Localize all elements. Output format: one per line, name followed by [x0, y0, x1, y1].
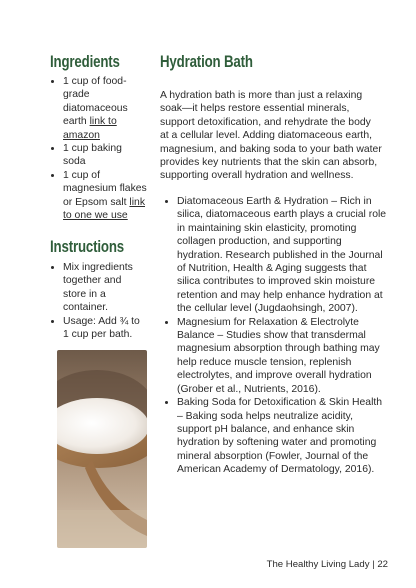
ingredient-text: 1 cup baking soda — [63, 143, 122, 168]
ingredient-text: 1 cup of magnesium flakes or Epsom salt — [63, 169, 147, 208]
hydration-intro: A hydration bath is more than just a relaxing soak—it helps restore essential minerals, support detoxification, and rehydrate the body at a cellular level. Adding diatomaceous earth, magnesium, and baking soda to your bath water provides key nutrients that the skin can absorb, supporting overall hydration and wellness. — [160, 90, 382, 182]
benefit-item: • Diatomaceous Earth & Hydration – Rich in silica, diatomaceous earth plays a crucial role in maintaining skin elasticity, promoting collagen production, and supporting hydration. Research published in the Journal of Nutrition, Health & Aging suggests that silica contributes to improved skin moisture retention and may help enhance hydration at the cellular level (Jugdaohsingh, 2007). — [177, 195, 389, 316]
ingredients-list — [50, 75, 147, 222]
benefit-item: • Baking Soda for Detoxification & Skin Health – Baking soda helps neutralize acidity, support pH balance, and enhance skin hydration by softening water and promoting mineral absorption (Fowler, Journal of the American Academy of Dermatology, 2016). — [177, 396, 389, 476]
instructions-heading: Instructions — [50, 237, 125, 256]
ingredient-item — [63, 75, 147, 142]
hydration-benefits-list — [164, 195, 389, 477]
benefit-item: • Magnesium for Relaxation & Electrolyte Balance – Studies show that transdermal magnesium absorption through bathing may help reduce muscle tension, replenish electrolytes, and improve overall hydration (Grober et al., Nutrients, 2016). — [177, 316, 389, 396]
ingredient-item — [63, 169, 147, 223]
page-footer: The Healthy Living Lady | 22 — [266, 559, 388, 570]
instruction-item: • Mix ingredients together and store in a container. — [63, 261, 147, 315]
salt-spoon-photo — [57, 350, 147, 548]
epsom-link[interactable]: link to one we use — [63, 196, 146, 222]
instruction-item: • Usage: Add ¾ to 1 cup per bath. — [63, 315, 147, 342]
amazon-link[interactable]: link to amazon — [63, 116, 117, 141]
hydration-bath-heading: Hydration Bath — [160, 52, 253, 71]
ingredient-text: 1 cup of food-grade diatomaceous earth — [63, 76, 128, 128]
instructions-list — [50, 261, 147, 341]
salt-spoon-illustration — [57, 350, 147, 548]
ingredients-heading: Ingredients — [50, 52, 120, 71]
ingredient-item — [63, 142, 147, 169]
